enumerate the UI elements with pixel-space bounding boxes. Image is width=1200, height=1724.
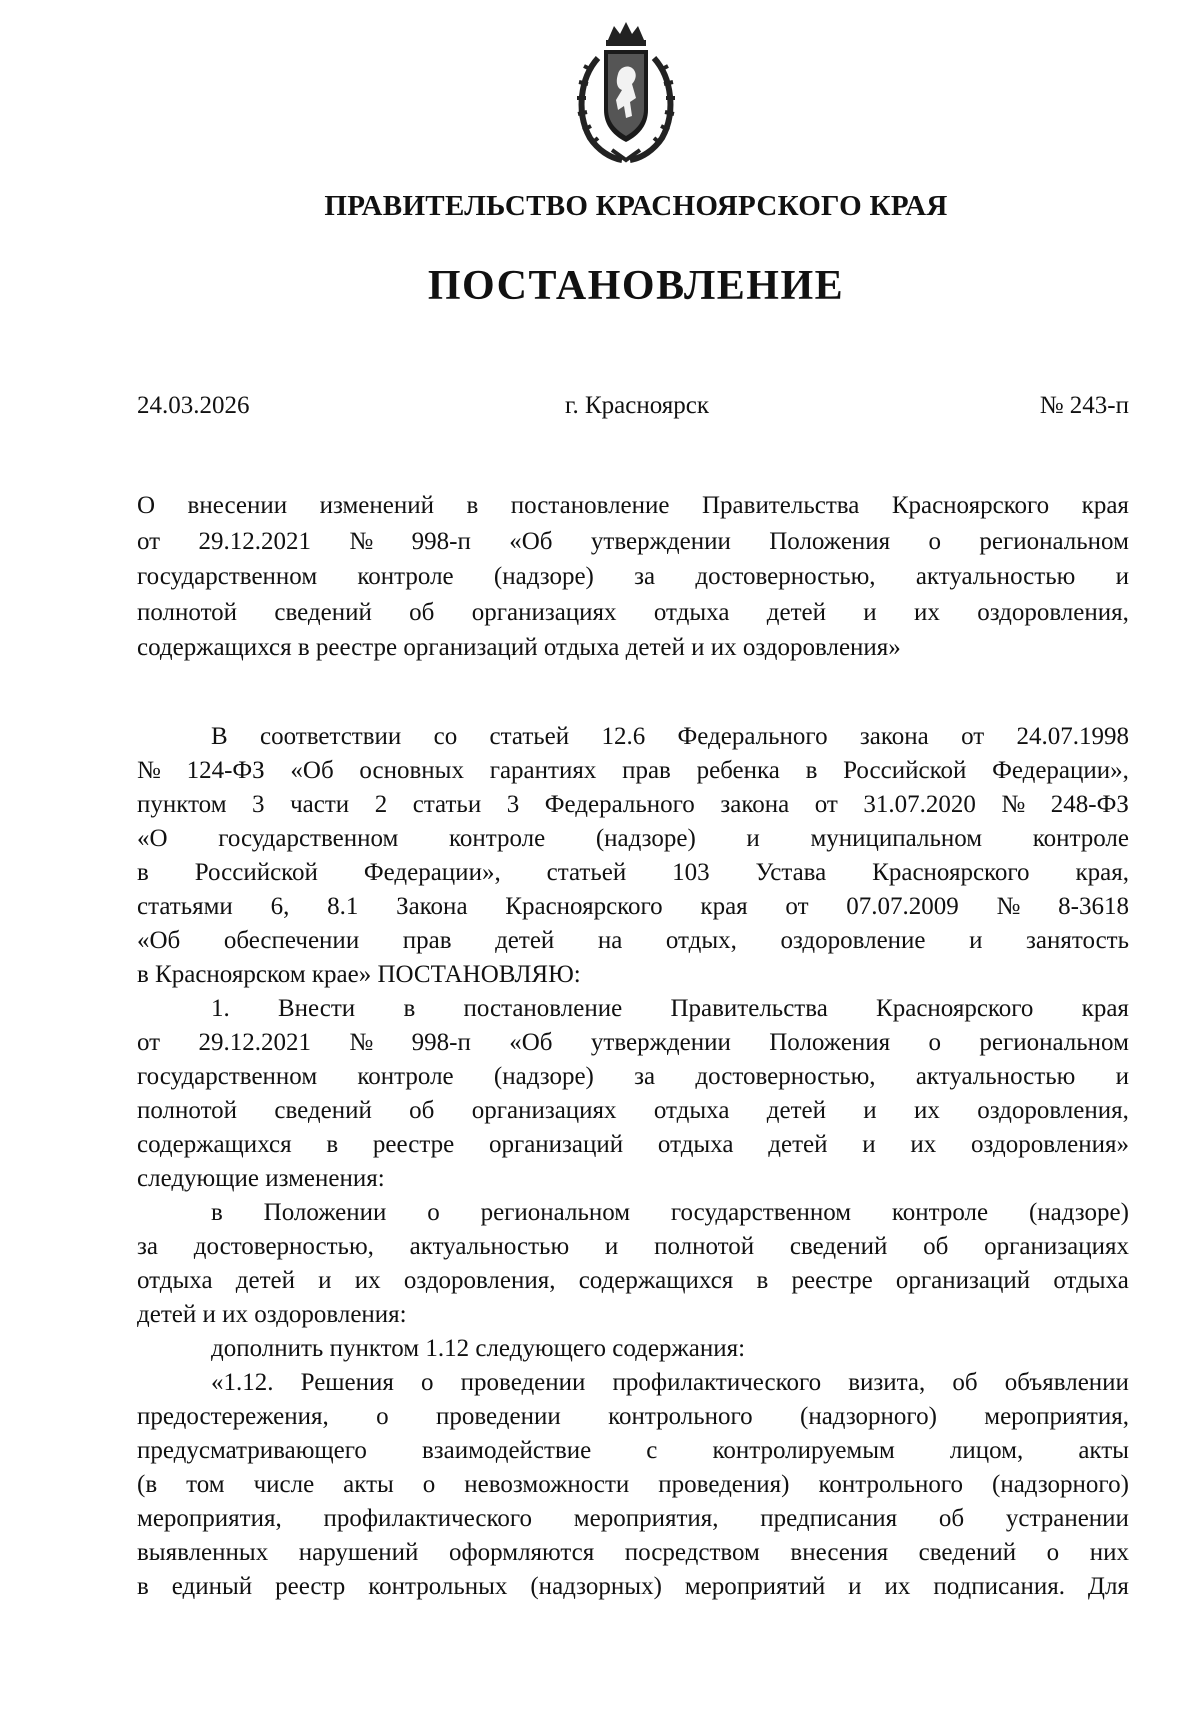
word: № bbox=[137, 757, 161, 784]
word: о bbox=[427, 1199, 440, 1226]
word: организаций bbox=[895, 1267, 1031, 1294]
word: контроле bbox=[357, 563, 454, 590]
word: организациях bbox=[984, 1233, 1129, 1260]
word: отдыха bbox=[653, 598, 730, 626]
text-line bbox=[137, 1570, 1129, 1604]
text-line bbox=[137, 890, 1129, 924]
word: 103 bbox=[672, 859, 710, 886]
word: 3 bbox=[506, 791, 520, 818]
word: Внести bbox=[278, 995, 356, 1022]
word: (надзоре) bbox=[493, 1063, 594, 1090]
word: государственном bbox=[670, 1199, 852, 1226]
word: 248-ФЗ bbox=[1050, 791, 1129, 818]
word: от bbox=[785, 893, 809, 920]
word: 12.6 bbox=[601, 723, 646, 750]
word: детей bbox=[766, 598, 826, 626]
word: края, bbox=[1075, 859, 1129, 886]
word: акты bbox=[1078, 1437, 1129, 1464]
word: обеспечении bbox=[223, 927, 360, 954]
word: от bbox=[137, 527, 161, 555]
word: государственном bbox=[137, 563, 318, 590]
word: (в bbox=[137, 1471, 158, 1498]
word: организаций bbox=[488, 1131, 624, 1158]
word: профилактического bbox=[612, 1369, 822, 1396]
word: достоверностью, bbox=[695, 563, 876, 590]
word: «1.12. bbox=[211, 1369, 274, 1396]
word: края bbox=[1081, 492, 1129, 519]
text-line bbox=[137, 1536, 1129, 1570]
text-line bbox=[137, 720, 1129, 754]
word: Федерации», bbox=[992, 757, 1129, 784]
word: (надзоре) bbox=[1028, 1199, 1129, 1226]
word: 29.12.2021 bbox=[198, 1029, 311, 1056]
word: Положении bbox=[263, 1199, 387, 1226]
document-place: г. Красноярск bbox=[565, 392, 709, 419]
word: объявлении bbox=[1004, 1369, 1129, 1396]
word: сведений bbox=[789, 1233, 888, 1260]
text-line bbox=[137, 488, 1129, 524]
text-line bbox=[137, 992, 1129, 1026]
word: Для bbox=[1087, 1573, 1129, 1600]
text-line bbox=[137, 524, 1129, 560]
word: в bbox=[211, 1199, 223, 1226]
word: основных bbox=[359, 757, 464, 784]
word: государственном bbox=[137, 1063, 318, 1090]
text-line bbox=[137, 1400, 1129, 1434]
word: нарушений bbox=[298, 1539, 419, 1566]
word: от bbox=[814, 791, 838, 818]
word: и bbox=[318, 1267, 332, 1294]
word: Правительства bbox=[670, 995, 828, 1022]
word: (надзорного) bbox=[992, 1471, 1129, 1498]
word: утверждении bbox=[590, 1029, 731, 1056]
word: за bbox=[634, 563, 656, 590]
word: и bbox=[969, 927, 983, 954]
word: оформляются bbox=[448, 1539, 595, 1566]
word: отдыха bbox=[657, 1131, 734, 1158]
word: от bbox=[137, 1029, 161, 1056]
word: № bbox=[996, 893, 1021, 920]
text-line bbox=[137, 924, 1129, 958]
word: постановление bbox=[463, 995, 623, 1022]
word: статьей bbox=[489, 723, 570, 750]
word: оздоровление bbox=[780, 927, 926, 954]
word: предусматривающего bbox=[137, 1437, 367, 1464]
word: акты bbox=[343, 1471, 394, 1498]
word: мероприятия, bbox=[137, 1505, 282, 1532]
word: проведения) bbox=[658, 1471, 790, 1498]
word: контрольного bbox=[608, 1403, 753, 1430]
document-type-title: ПОСТАНОВЛЕНИЕ bbox=[427, 263, 845, 309]
word: региональном bbox=[979, 527, 1129, 555]
word: 8-3618 bbox=[1058, 893, 1129, 920]
word: ребенка bbox=[696, 757, 780, 784]
word: организациях bbox=[471, 1097, 617, 1124]
word: детей bbox=[495, 927, 555, 954]
word: их bbox=[354, 1267, 381, 1294]
word: числе bbox=[253, 1471, 315, 1498]
word: (надзоре) bbox=[493, 563, 594, 590]
word: с bbox=[646, 1437, 658, 1464]
text-line bbox=[137, 1094, 1129, 1128]
word: оздоровления, bbox=[403, 1267, 556, 1294]
word: и bbox=[1115, 563, 1129, 590]
word: региональном bbox=[979, 1029, 1129, 1056]
word: Федерации», bbox=[363, 859, 501, 886]
word: Положения bbox=[769, 527, 891, 555]
word: «О bbox=[137, 825, 168, 852]
word: от bbox=[961, 723, 985, 750]
document-meta-row bbox=[137, 392, 1129, 426]
word: «Об bbox=[137, 927, 181, 954]
word: и bbox=[863, 598, 877, 626]
word: 07.07.2009 bbox=[846, 893, 959, 920]
word: внесения bbox=[790, 1539, 889, 1566]
text-line: следующие изменения: bbox=[137, 1165, 385, 1192]
word: Федерального bbox=[677, 723, 828, 750]
word: 8.1 bbox=[327, 893, 359, 920]
word: о bbox=[928, 1029, 941, 1056]
word: их bbox=[884, 1573, 911, 1600]
word: (надзорных) bbox=[530, 1573, 662, 1600]
word: отдыха bbox=[137, 1267, 213, 1294]
text-line bbox=[137, 595, 1129, 631]
word: и bbox=[863, 1097, 877, 1124]
word: (надзоре) bbox=[595, 825, 696, 852]
word: о bbox=[421, 1369, 434, 1396]
word: и bbox=[746, 825, 760, 852]
word: и bbox=[848, 1573, 862, 1600]
word: о bbox=[376, 1403, 389, 1430]
word: прав bbox=[622, 757, 671, 784]
word: контролируемым bbox=[712, 1437, 895, 1464]
word: Устава bbox=[755, 859, 827, 886]
word: детей bbox=[235, 1267, 295, 1294]
word: о bbox=[422, 1471, 436, 1498]
word: устранении bbox=[1005, 1505, 1129, 1532]
word: 3 bbox=[252, 791, 265, 818]
coat-of-arms-icon bbox=[568, 18, 684, 166]
word: 31.07.2020 bbox=[863, 791, 976, 818]
word: их bbox=[910, 1131, 937, 1158]
word: подписания. bbox=[933, 1573, 1065, 1600]
word: контроле bbox=[448, 825, 546, 852]
word: региональном bbox=[480, 1199, 631, 1226]
word: Положения bbox=[769, 1029, 891, 1056]
word: оздоровления» bbox=[971, 1131, 1129, 1158]
word: взаимодействие bbox=[421, 1437, 592, 1464]
word: предписания bbox=[760, 1505, 898, 1532]
word: об bbox=[923, 1233, 949, 1260]
word: 124-ФЗ bbox=[186, 757, 265, 784]
text-line bbox=[137, 1230, 1129, 1264]
word: 6, bbox=[270, 893, 290, 920]
word: внесении bbox=[187, 492, 288, 519]
word: и bbox=[862, 1131, 876, 1158]
word: детей bbox=[766, 1097, 826, 1124]
text-line bbox=[137, 1060, 1129, 1094]
word: изменений bbox=[319, 492, 435, 519]
word: мероприятий bbox=[684, 1573, 826, 1600]
word: контроле bbox=[1032, 825, 1129, 852]
word: организациях bbox=[471, 598, 617, 626]
word: статьей bbox=[546, 859, 627, 886]
word: содержащихся bbox=[578, 1267, 734, 1294]
word: предостережения, bbox=[137, 1403, 329, 1430]
word: пунктом bbox=[137, 791, 227, 818]
word: актуальностью bbox=[915, 1063, 1076, 1090]
word: в bbox=[137, 1573, 149, 1600]
text-line bbox=[137, 1264, 1129, 1298]
word: Российской bbox=[843, 757, 967, 784]
word: 24.07.1998 bbox=[1016, 723, 1129, 750]
word: контрольного bbox=[818, 1471, 964, 1498]
word: оздоровления, bbox=[977, 598, 1129, 626]
word: и bbox=[1115, 1063, 1129, 1090]
word: детей bbox=[768, 1131, 828, 1158]
word: посредством bbox=[624, 1539, 760, 1566]
word: них bbox=[1089, 1539, 1129, 1566]
word: «Об bbox=[290, 757, 334, 784]
word: реестре bbox=[372, 1131, 455, 1158]
document-date: 24.03.2026 bbox=[137, 392, 250, 419]
word: достоверностью, bbox=[695, 1063, 876, 1090]
word: контроле bbox=[357, 1063, 454, 1090]
word: О bbox=[137, 492, 156, 519]
word: 2 bbox=[374, 791, 388, 818]
word: гарантиях bbox=[489, 757, 597, 784]
word: отдых, bbox=[665, 927, 737, 954]
word: Красноярского bbox=[891, 492, 1050, 519]
word: сведений bbox=[274, 1097, 372, 1124]
word: 998-п bbox=[411, 527, 471, 555]
word: о bbox=[928, 527, 941, 555]
word: 998-п bbox=[411, 1029, 471, 1056]
word: полнотой bbox=[137, 598, 238, 626]
word: в bbox=[805, 757, 818, 784]
word: и bbox=[604, 1233, 619, 1260]
word: полнотой bbox=[137, 1097, 238, 1124]
word: оздоровления, bbox=[977, 1097, 1129, 1124]
word: занятость bbox=[1026, 927, 1129, 954]
word: визита, bbox=[848, 1369, 926, 1396]
word: профилактического bbox=[323, 1505, 533, 1532]
word: сведений bbox=[918, 1539, 1017, 1566]
word: со bbox=[433, 723, 458, 750]
word: в bbox=[326, 1131, 339, 1158]
word: 29.12.2021 bbox=[198, 527, 311, 555]
word: соответствии bbox=[260, 723, 402, 750]
word: Закона bbox=[396, 893, 468, 920]
word: В bbox=[211, 723, 228, 750]
word: об bbox=[938, 1505, 965, 1532]
word: реестр bbox=[275, 1573, 346, 1600]
text-line bbox=[137, 1502, 1129, 1536]
word: контроле bbox=[891, 1199, 989, 1226]
word: в bbox=[756, 1267, 769, 1294]
word: за bbox=[634, 1063, 656, 1090]
text-line: в Красноярском крае» ПОСТАНОВЛЯЮ: bbox=[137, 961, 581, 988]
word: прав bbox=[402, 927, 452, 954]
text-line bbox=[137, 1026, 1129, 1060]
word: «Об bbox=[509, 527, 553, 555]
word: актуальностью bbox=[915, 563, 1076, 590]
word: статьями bbox=[137, 893, 233, 920]
text-line: содержащихся в реестре организаций отдыха детей и их оздоровления» bbox=[137, 634, 901, 661]
word: об bbox=[409, 598, 435, 626]
word: об bbox=[952, 1369, 978, 1396]
word: «Об bbox=[509, 1029, 553, 1056]
document-body bbox=[137, 720, 1129, 1604]
text-line bbox=[137, 856, 1129, 890]
word: проведении bbox=[460, 1369, 586, 1396]
text-line bbox=[137, 559, 1129, 595]
word: отдыха bbox=[1053, 1267, 1129, 1294]
word: № bbox=[349, 1029, 374, 1056]
word: в bbox=[466, 492, 479, 519]
text-line bbox=[137, 1434, 1129, 1468]
text-line bbox=[137, 754, 1129, 788]
word: отдыха bbox=[653, 1097, 730, 1124]
text-line: дополнить пунктом 1.12 следующего содержания: bbox=[211, 1335, 746, 1362]
word: Решения bbox=[300, 1369, 394, 1396]
word: единый bbox=[171, 1573, 253, 1600]
word: достоверностью, bbox=[193, 1233, 374, 1260]
word: Федерального bbox=[544, 791, 695, 818]
word: о bbox=[1046, 1539, 1060, 1566]
word: закона bbox=[720, 791, 790, 818]
word: государственном bbox=[218, 825, 399, 852]
text-line bbox=[137, 788, 1129, 822]
word: 1. bbox=[211, 995, 230, 1022]
word: содержащихся bbox=[137, 1131, 292, 1158]
word: об bbox=[409, 1097, 435, 1124]
word: невозможности bbox=[464, 1471, 630, 1498]
word: актуальностью bbox=[409, 1233, 570, 1260]
text-line bbox=[137, 1196, 1129, 1230]
text-line bbox=[137, 1128, 1129, 1162]
word: мероприятия, bbox=[984, 1403, 1129, 1430]
word: мероприятия, bbox=[573, 1505, 719, 1532]
word: утверждении bbox=[590, 527, 731, 555]
word: полнотой bbox=[654, 1233, 755, 1260]
text-line: детей и их оздоровления: bbox=[137, 1301, 407, 1328]
word: статьи bbox=[412, 791, 482, 818]
document-number: № 243-п bbox=[1039, 392, 1129, 419]
word: реестре bbox=[791, 1267, 873, 1294]
word: Красноярского bbox=[872, 859, 1030, 886]
word: их bbox=[913, 598, 940, 626]
word: края bbox=[700, 893, 748, 920]
text-line bbox=[137, 1366, 1129, 1400]
word: том bbox=[186, 1471, 225, 1498]
word: на bbox=[597, 927, 623, 954]
text-line bbox=[137, 822, 1129, 856]
text-line bbox=[137, 1468, 1129, 1502]
word: Российской bbox=[194, 859, 318, 886]
word: в bbox=[137, 859, 149, 886]
word: Красноярского bbox=[505, 893, 663, 920]
word: части bbox=[290, 791, 350, 818]
word: Правительства bbox=[702, 492, 860, 519]
word: муниципальном bbox=[810, 825, 983, 852]
word: выявленных bbox=[137, 1539, 269, 1566]
word: Красноярского bbox=[876, 995, 1034, 1022]
word: в bbox=[403, 995, 416, 1022]
word: сведений bbox=[274, 598, 372, 626]
word: их bbox=[913, 1097, 940, 1124]
word: закона bbox=[859, 723, 929, 750]
word: края bbox=[1081, 995, 1129, 1022]
document-subject bbox=[137, 488, 1129, 666]
word: контрольных bbox=[368, 1573, 508, 1600]
word: лицом, bbox=[949, 1437, 1024, 1464]
organization-title: ПРАВИТЕЛЬСТВО КРАСНОЯРСКОГО КРАЯ bbox=[324, 190, 948, 222]
word: постановление bbox=[510, 492, 670, 519]
word: № bbox=[349, 527, 374, 555]
word: проведении bbox=[435, 1403, 561, 1430]
word: за bbox=[137, 1233, 158, 1260]
word: (надзорного) bbox=[800, 1403, 937, 1430]
word: № bbox=[1001, 791, 1026, 818]
